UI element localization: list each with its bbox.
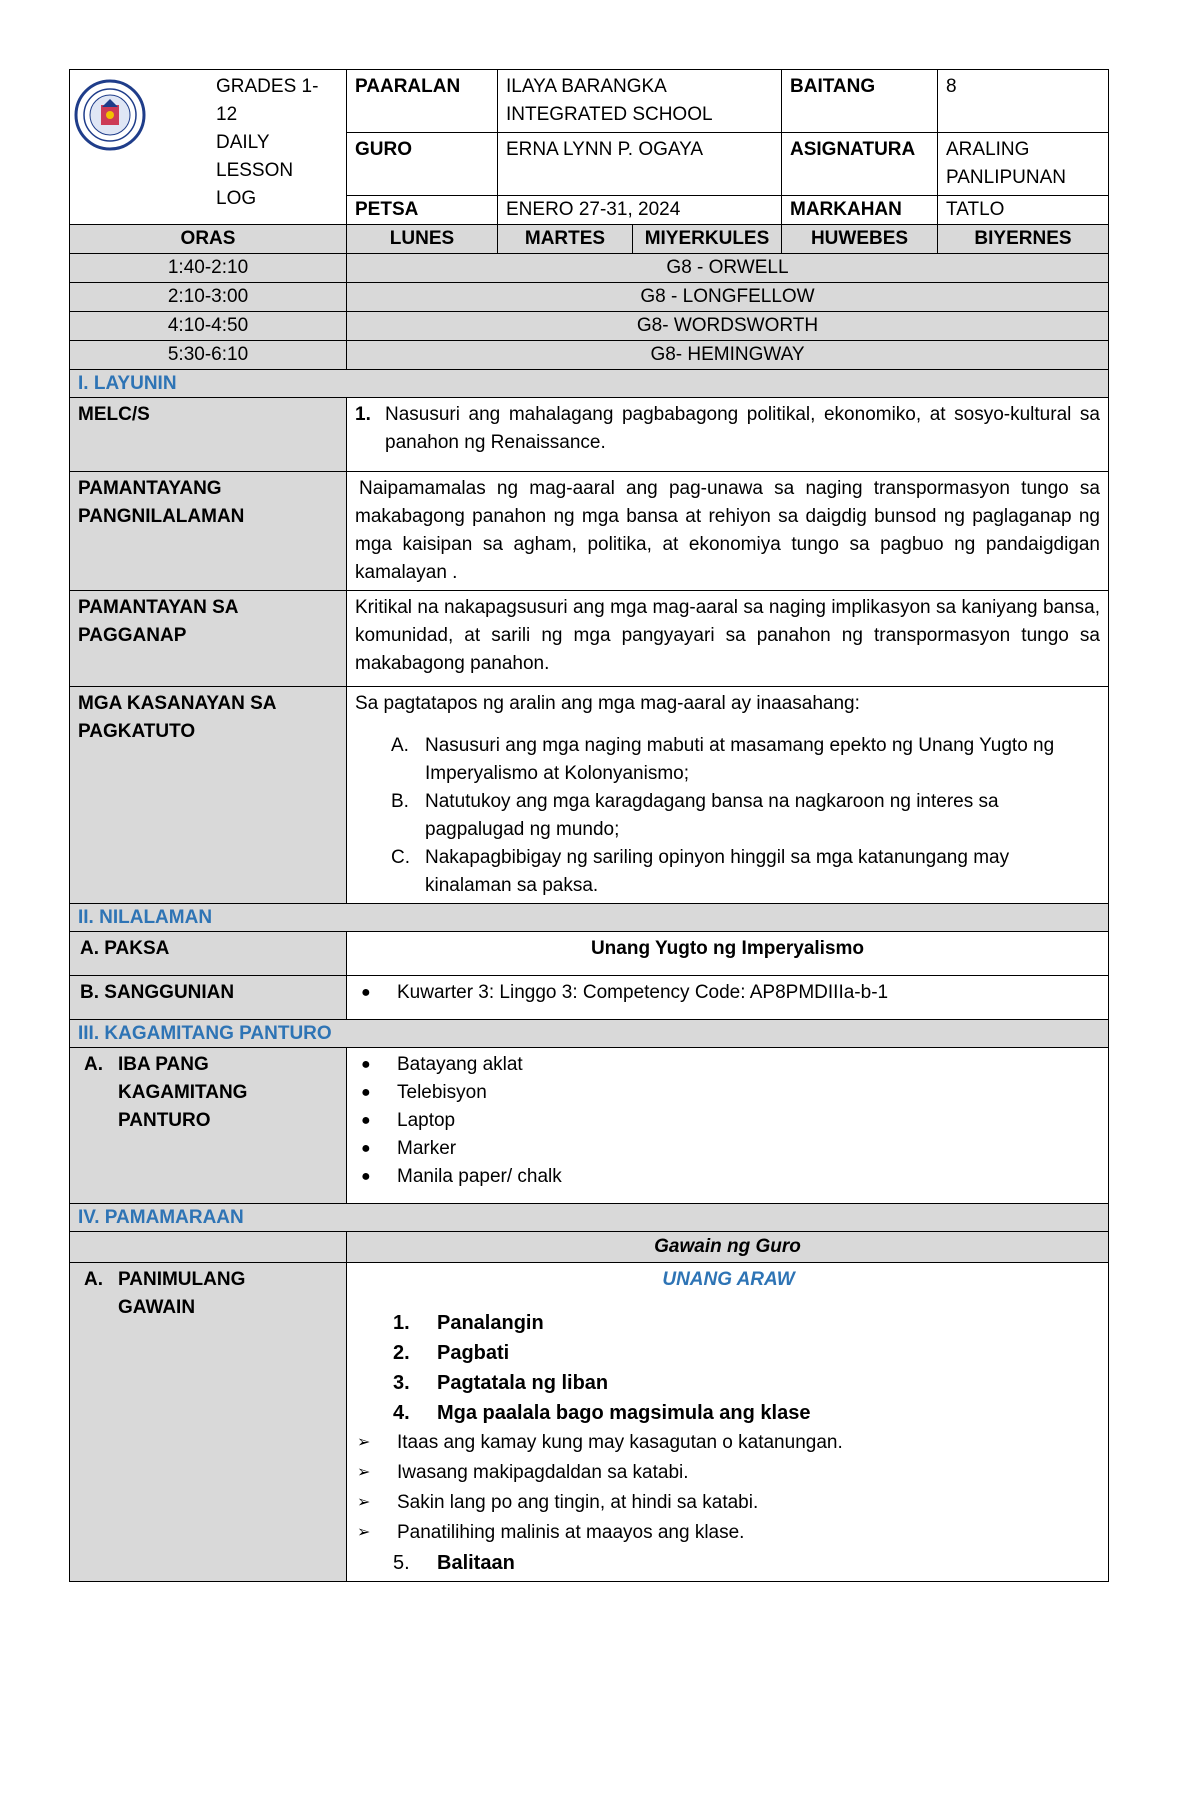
schedule-time: 4:10-4:50 <box>70 312 347 341</box>
paksa-value: Unang Yugto ng Imperyalismo <box>347 932 1109 976</box>
list-item <box>355 1135 1100 1163</box>
list-marker: A. <box>391 735 409 756</box>
list-text: Batayang aklat <box>397 1054 523 1075</box>
col-martes: MARTES <box>498 225 633 254</box>
gawain-header: Gawain ng Guro <box>347 1232 1109 1263</box>
baitang-value: 8 <box>938 70 1109 133</box>
list-item <box>355 1079 1100 1107</box>
list-item <box>357 1428 1100 1458</box>
arrow-icon: ➢ <box>357 1434 371 1451</box>
bullet-icon: ● <box>361 1112 371 1129</box>
markahan-label: MARKAHAN <box>782 196 938 225</box>
bullet-icon: ● <box>361 1056 371 1073</box>
asignatura-value-line: PANLIPUNAN <box>946 167 1067 188</box>
list-text: Pagbati <box>437 1342 510 1364</box>
sanggunian-label: B. SANGGUNIAN <box>70 976 347 1020</box>
list-item <box>393 1368 1100 1398</box>
asignatura-value <box>938 133 1109 196</box>
list-item <box>393 1338 1100 1368</box>
paaralan-value-line: INTEGRATED SCHOOL <box>506 104 713 125</box>
list-text: Nakapagbibigay ng sariling opinyon hinggil sa mga katanungang may kinalaman sa paksa. <box>425 847 1010 896</box>
paaralan-value-line: ILAYA BARANGKA <box>506 76 667 97</box>
melc-content <box>347 398 1109 472</box>
pamantayang-pangnilalaman-text: Naipamamalas ng mag-aaral ang pag-unawa sa naging transpormasyon tungo sa makabagong panahon ng mga bansa at rehiyon sa daigdig bunsod ng paglaganap ng mga kaisipan sa agham, politika, at ekonomiya tungo sa pagbuo ng pandaigdigan kamalayan . <box>347 472 1109 591</box>
sanggunian-content <box>347 976 1109 1020</box>
bullet-icon: ● <box>361 1168 371 1185</box>
list-marker: B. <box>391 791 409 812</box>
list-text: Telebisyon <box>397 1082 487 1103</box>
pamantayan-sa-pagganap-text: Kritikal na nakapagsusuri ang mga mag-aaral sa naging implikasyon sa kaniyang bansa, komunidad, at sarili ng mga pangyayari sa panahon ng transpormasyon tungo sa makabagong panahon. <box>347 591 1109 687</box>
list-text: Natutukoy ang mga karagdagang bansa na nagkaroon ng interes sa pagpalugad ng mundo; <box>425 791 999 840</box>
header-title-cell <box>70 70 347 225</box>
kagamitan-list <box>347 1048 1109 1204</box>
kagamitan-label <box>70 1048 347 1204</box>
schedule-time: 1:40-2:10 <box>70 254 347 283</box>
asignatura-label: ASIGNATURA <box>782 133 938 196</box>
list-item <box>391 844 1100 900</box>
list-text: Panatilihing malinis at maayos ang klase. <box>397 1522 745 1543</box>
day-title: UNANG ARAW <box>662 1269 795 1290</box>
col-huwebes: HUWEBES <box>782 225 938 254</box>
daily-lesson-log-table <box>69 69 1109 1582</box>
list-text: Sakin lang po ang tingin, at hindi sa katabi. <box>397 1492 759 1513</box>
list-marker: C. <box>391 847 410 868</box>
list-item <box>393 1398 1100 1428</box>
kasanayan-intro: Sa pagtatapos ng aralin ang mga mag-aaral ay inaasahang: <box>355 693 860 714</box>
guro-value: ERNA LYNN P. OGAYA <box>498 133 782 196</box>
list-marker: 1. <box>393 1312 410 1334</box>
list-item <box>355 1163 1100 1191</box>
col-miyerkules: MIYERKULES <box>633 225 782 254</box>
list-item <box>393 1548 1100 1578</box>
label-marker: A. <box>84 1269 103 1290</box>
col-biyernes: BIYERNES <box>938 225 1109 254</box>
schedule-time: 2:10-3:00 <box>70 283 347 312</box>
list-text: Manila paper/ chalk <box>397 1166 562 1187</box>
baitang-label: BAITANG <box>782 70 938 133</box>
schedule-section: G8 - LONGFELLOW <box>347 283 1109 312</box>
col-oras: ORAS <box>70 225 347 254</box>
bullet-icon: ● <box>361 984 371 1001</box>
list-text: Mga paalala bago magsimula ang klase <box>437 1402 811 1424</box>
pamantayan-sa-pagganap-label <box>70 591 347 687</box>
gawain-header-blank <box>70 1232 347 1263</box>
header-title-line: LESSON <box>216 160 294 181</box>
kasanayan-content <box>347 687 1109 904</box>
header-title-line: LOG <box>216 188 257 209</box>
label-line: PANGNILALAMAN <box>78 506 245 527</box>
bullet-icon: ● <box>361 1140 371 1157</box>
label-line: PANIMULANG <box>118 1269 246 1290</box>
sanggunian-value: Kuwarter 3: Linggo 3: Competency Code: AP8PMDIIIa-b-1 <box>397 982 889 1003</box>
list-item <box>393 1308 1100 1338</box>
schedule-section: G8- WORDSWORTH <box>347 312 1109 341</box>
list-text: Itaas ang kamay kung may kasagutan o katanungan. <box>397 1432 843 1453</box>
bullet-icon: ● <box>361 1084 371 1101</box>
petsa-label: PETSA <box>347 196 498 225</box>
label-line: MGA KASANAYAN SA <box>78 693 277 714</box>
schedule-section: G8 - ORWELL <box>347 254 1109 283</box>
list-marker: 3. <box>393 1372 410 1394</box>
label-line: PAGGANAP <box>78 625 187 646</box>
label-line: PAMANTAYANG <box>78 478 222 499</box>
panimulang-gawain-label <box>70 1263 347 1582</box>
list-item <box>357 1518 1100 1548</box>
list-text: Marker <box>397 1138 457 1159</box>
list-item <box>355 1107 1100 1135</box>
header-title-line: DAILY <box>216 132 270 153</box>
schedule-row <box>70 283 1109 312</box>
label-line: IBA PANG <box>118 1054 209 1075</box>
list-item <box>355 1051 1100 1079</box>
label-line: GAWAIN <box>118 1297 196 1318</box>
list-text: Nasusuri ang mga naging mabuti at masamang epekto ng Unang Yugto ng Imperyalismo at Kolonyanismo; <box>425 735 1055 784</box>
markahan-value: TATLO <box>938 196 1109 225</box>
paaralan-label: PAARALAN <box>347 70 498 133</box>
list-marker: 5. <box>393 1552 410 1574</box>
col-lunes: LUNES <box>347 225 498 254</box>
list-text: Iwasang makipagdaldan sa katabi. <box>397 1462 689 1483</box>
melc-number: 1. <box>355 404 371 425</box>
list-text: Panalangin <box>437 1312 544 1334</box>
list-item <box>391 732 1100 788</box>
label-line: PANTURO <box>118 1110 211 1131</box>
arrow-icon: ➢ <box>357 1524 371 1541</box>
melc-label: MELC/S <box>70 398 347 472</box>
list-text: Pagtatala ng liban <box>437 1372 609 1394</box>
list-text: Laptop <box>397 1110 456 1131</box>
deped-seal-icon <box>74 73 154 213</box>
label-line: PAMANTAYAN SA <box>78 597 239 618</box>
list-text: Balitaan <box>437 1552 515 1574</box>
petsa-value: ENERO 27-31, 2024 <box>498 196 782 225</box>
list-item <box>357 1488 1100 1518</box>
list-item <box>391 788 1100 844</box>
guro-label: GURO <box>347 133 498 196</box>
arrow-icon: ➢ <box>357 1464 371 1481</box>
label-marker: A. <box>84 1054 103 1075</box>
pamantayang-pangnilalaman-label <box>70 472 347 591</box>
schedule-row <box>70 312 1109 341</box>
kasanayan-label <box>70 687 347 904</box>
schedule-row <box>70 341 1109 370</box>
label-line: KAGAMITANG <box>118 1082 248 1103</box>
section-heading-nilalaman: II. NILALAMAN <box>70 904 1109 932</box>
section-heading-layunin: I. LAYUNIN <box>70 370 1109 398</box>
list-item <box>357 1458 1100 1488</box>
schedule-section: G8- HEMINGWAY <box>347 341 1109 370</box>
section-heading-pamamaraan: IV. PAMAMARAAN <box>70 1204 1109 1232</box>
header-title-line: 12 <box>216 104 238 125</box>
melc-text: Nasusuri ang mahalagang pagbabagong politikal, ekonomiko, at sosyo-kultural sa panahon ng Renaissance. <box>385 404 1100 453</box>
label-line: PAGKATUTO <box>78 721 196 742</box>
list-marker: 2. <box>393 1342 410 1364</box>
header-title-line: GRADES 1- <box>216 76 319 97</box>
arrow-icon: ➢ <box>357 1494 371 1511</box>
panimulang-gawain-content <box>347 1263 1109 1582</box>
paaralan-value <box>498 70 782 133</box>
section-heading-kagamitan: III. KAGAMITANG PANTURO <box>70 1020 1109 1048</box>
schedule-row <box>70 254 1109 283</box>
paksa-label: A. PAKSA <box>70 932 347 976</box>
asignatura-value-line: ARALING <box>946 139 1030 160</box>
list-marker: 4. <box>393 1402 410 1424</box>
schedule-time: 5:30-6:10 <box>70 341 347 370</box>
